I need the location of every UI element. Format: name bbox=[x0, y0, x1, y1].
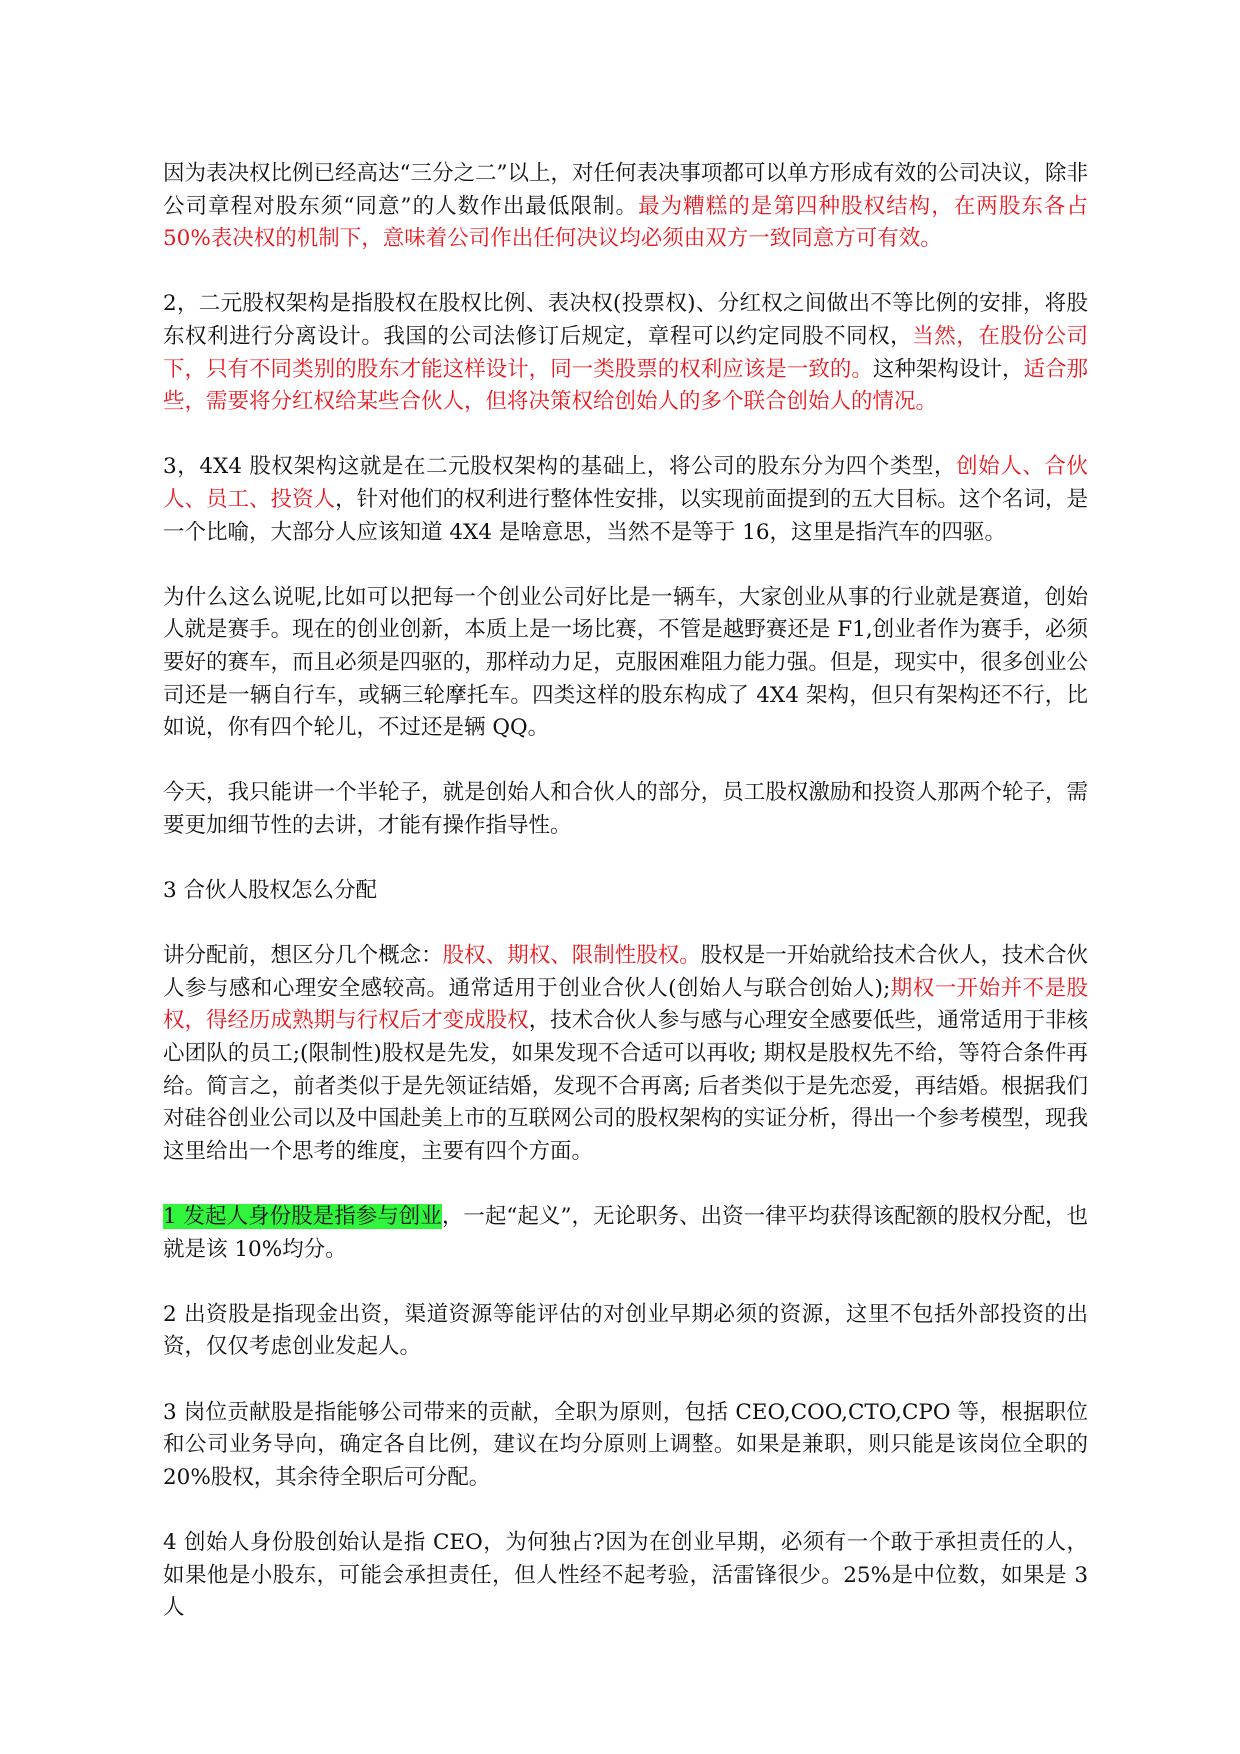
text-run: 讲分配前，想区分几个概念： bbox=[163, 943, 443, 969]
paragraph-car-analogy bbox=[163, 582, 1088, 745]
text-run: 这种架构设计， bbox=[872, 356, 1024, 382]
text-run: 今天，我只能讲一个半轮子，就是创始人和合伙人的部分，员工股权激励和投资人那两个轮子，需要更加细节性的去讲，才能有操作指导性。 bbox=[163, 780, 1088, 838]
paragraph-4x4-structure bbox=[163, 451, 1088, 549]
paragraph-founder-identity-share bbox=[163, 1201, 1088, 1266]
section-heading-partner-equity bbox=[163, 875, 1088, 908]
paragraph-ceo-founder-share bbox=[163, 1527, 1088, 1625]
paragraph-position-contribution-share bbox=[163, 1397, 1088, 1495]
text-run: ，一起“起义”，无论职务、出资一律平均获得该配额的股权分配，也就是该 10%均分。 bbox=[163, 1204, 1088, 1262]
text-run: 为什么这么说呢,比如可以把每一个创业公司好比是一辆车，大家创业从事的行业就是赛道，创始人就是赛手。现在的创业创新，本质上是一场比赛，不管是越野赛还是 F1,创业者作为赛手，必须要好的赛车，而且必须是四驱的，那样动力足，克服困难阻力能力强。但是，现实中，很多创业公司还是一辆自行车，或辆三轮摩托车。四类这样的股东构成了 4X4 架构，但只有架构还不行，比如说，你有四个轮儿，不过还是辆 QQ。 bbox=[163, 584, 1088, 741]
paragraph-dual-class-structure bbox=[163, 288, 1088, 418]
paragraph-equity-concepts bbox=[163, 940, 1088, 1168]
paragraph-today-scope bbox=[163, 777, 1088, 842]
emphasis-text: 适合那些，需要将分红权给某些合伙人，但将决策权给创始人的多个联合创始人的情况。 bbox=[163, 356, 1088, 415]
heading-text: 3 合伙人股权怎么分配 bbox=[163, 878, 378, 904]
paragraph-capital-share bbox=[163, 1299, 1088, 1364]
emphasis-text: 股权、期权、限制性股权。 bbox=[442, 943, 701, 969]
text-run: ，针对他们的权利进行整体性安排，以实现前面提到的五大目标。这个名词，是一个比喻，大部分人应该知道 4X4 是啥意思，当然不是等于 16，这里是指汽车的四驱。 bbox=[163, 486, 1088, 545]
emphasis-text: 最为糟糕的是第四种股权结构，在两股东各占50%表决权的机制下，意味着公司作出任何决议均必须由双方一致同意方可有效。 bbox=[163, 193, 1088, 252]
text-run: 3，4X4 股权架构这就是在二元股权架构的基础上，将公司的股东分为四个类型， bbox=[163, 454, 957, 480]
text-run: 2 出资股是指现金出资，渠道资源等能评估的对创业早期必须的资源，这里不包括外部投资的出资，仅仅考虑创业发起人。 bbox=[163, 1301, 1088, 1360]
emphasis-text: 期权一开始并不是股权，得经历成熟期与行权后才变成股权 bbox=[163, 975, 1088, 1034]
emphasis-text: 当然，在股份公司下，只有不同类别的股东才能这样设计，同一类股票的权利应该是一致的。 bbox=[163, 323, 1088, 382]
text-run: ，技术合伙人参与感与心理安全感要低些，通常适用于非核心团队的员工;(限制性)股权是先发，如果发现不合适可以再收; 期权是股权先不给，等符合条件再给。简言之，前者类似于是先领证结婚，发现不合再离; 后者类似于是先恋爱，再结婚。根据我们对硅谷创业公司以及中国赴美上市的互联网公司的股权架构的实证分析，得出一个参考模型，现我这里给出一个思考的维度，主要有四个方面。 bbox=[163, 1008, 1088, 1164]
text-run: 股权是一开始就给技术合伙人，技术合伙人参与感和心理安全感较高。通常适用于创业合伙人(创始人与联合创始人); bbox=[163, 943, 1088, 1001]
highlighted-text: 1 发起人身份股是指参与创业 bbox=[163, 1204, 442, 1229]
paragraph-voting-rights bbox=[163, 158, 1088, 256]
text-run: 因为表决权比例已经高达“三分之二”以上，对任何表决事项都可以单方形成有效的公司决议，除非公司章程对股东须“同意”的人数作出最低限制。 bbox=[163, 161, 1088, 219]
emphasis-text: 创始人、合伙人、员工、投资人 bbox=[163, 454, 1088, 512]
text-run: 3 岗位贡献股是指能够公司带来的贡献，全职为原则，包括 CEO,COO,CTO,CPO 等，根据职位和公司业务导向，确定各自比例，建议在均分原则上调整。如果是兼职，则只能是该岗位全职的 20%股权，其余待全职后可分配。 bbox=[163, 1399, 1088, 1490]
document-page bbox=[163, 158, 1088, 1657]
text-run: 2，二元股权架构是指股权在股权比例、表决权(投票权)、分红权之间做出不等比例的安排，将股东权利进行分离设计。我国的公司法修订后规定，章程可以约定同股不同权， bbox=[163, 291, 1088, 349]
text-run: 4 创始人身份股创始认是指 CEO，为何独占?因为在创业早期，必须有一个敢于承担责任的人，如果他是小股东，可能会承担责任，但人性经不起考验，活雷锋很少。25%是中位数，如果是 3 人 bbox=[163, 1529, 1088, 1621]
